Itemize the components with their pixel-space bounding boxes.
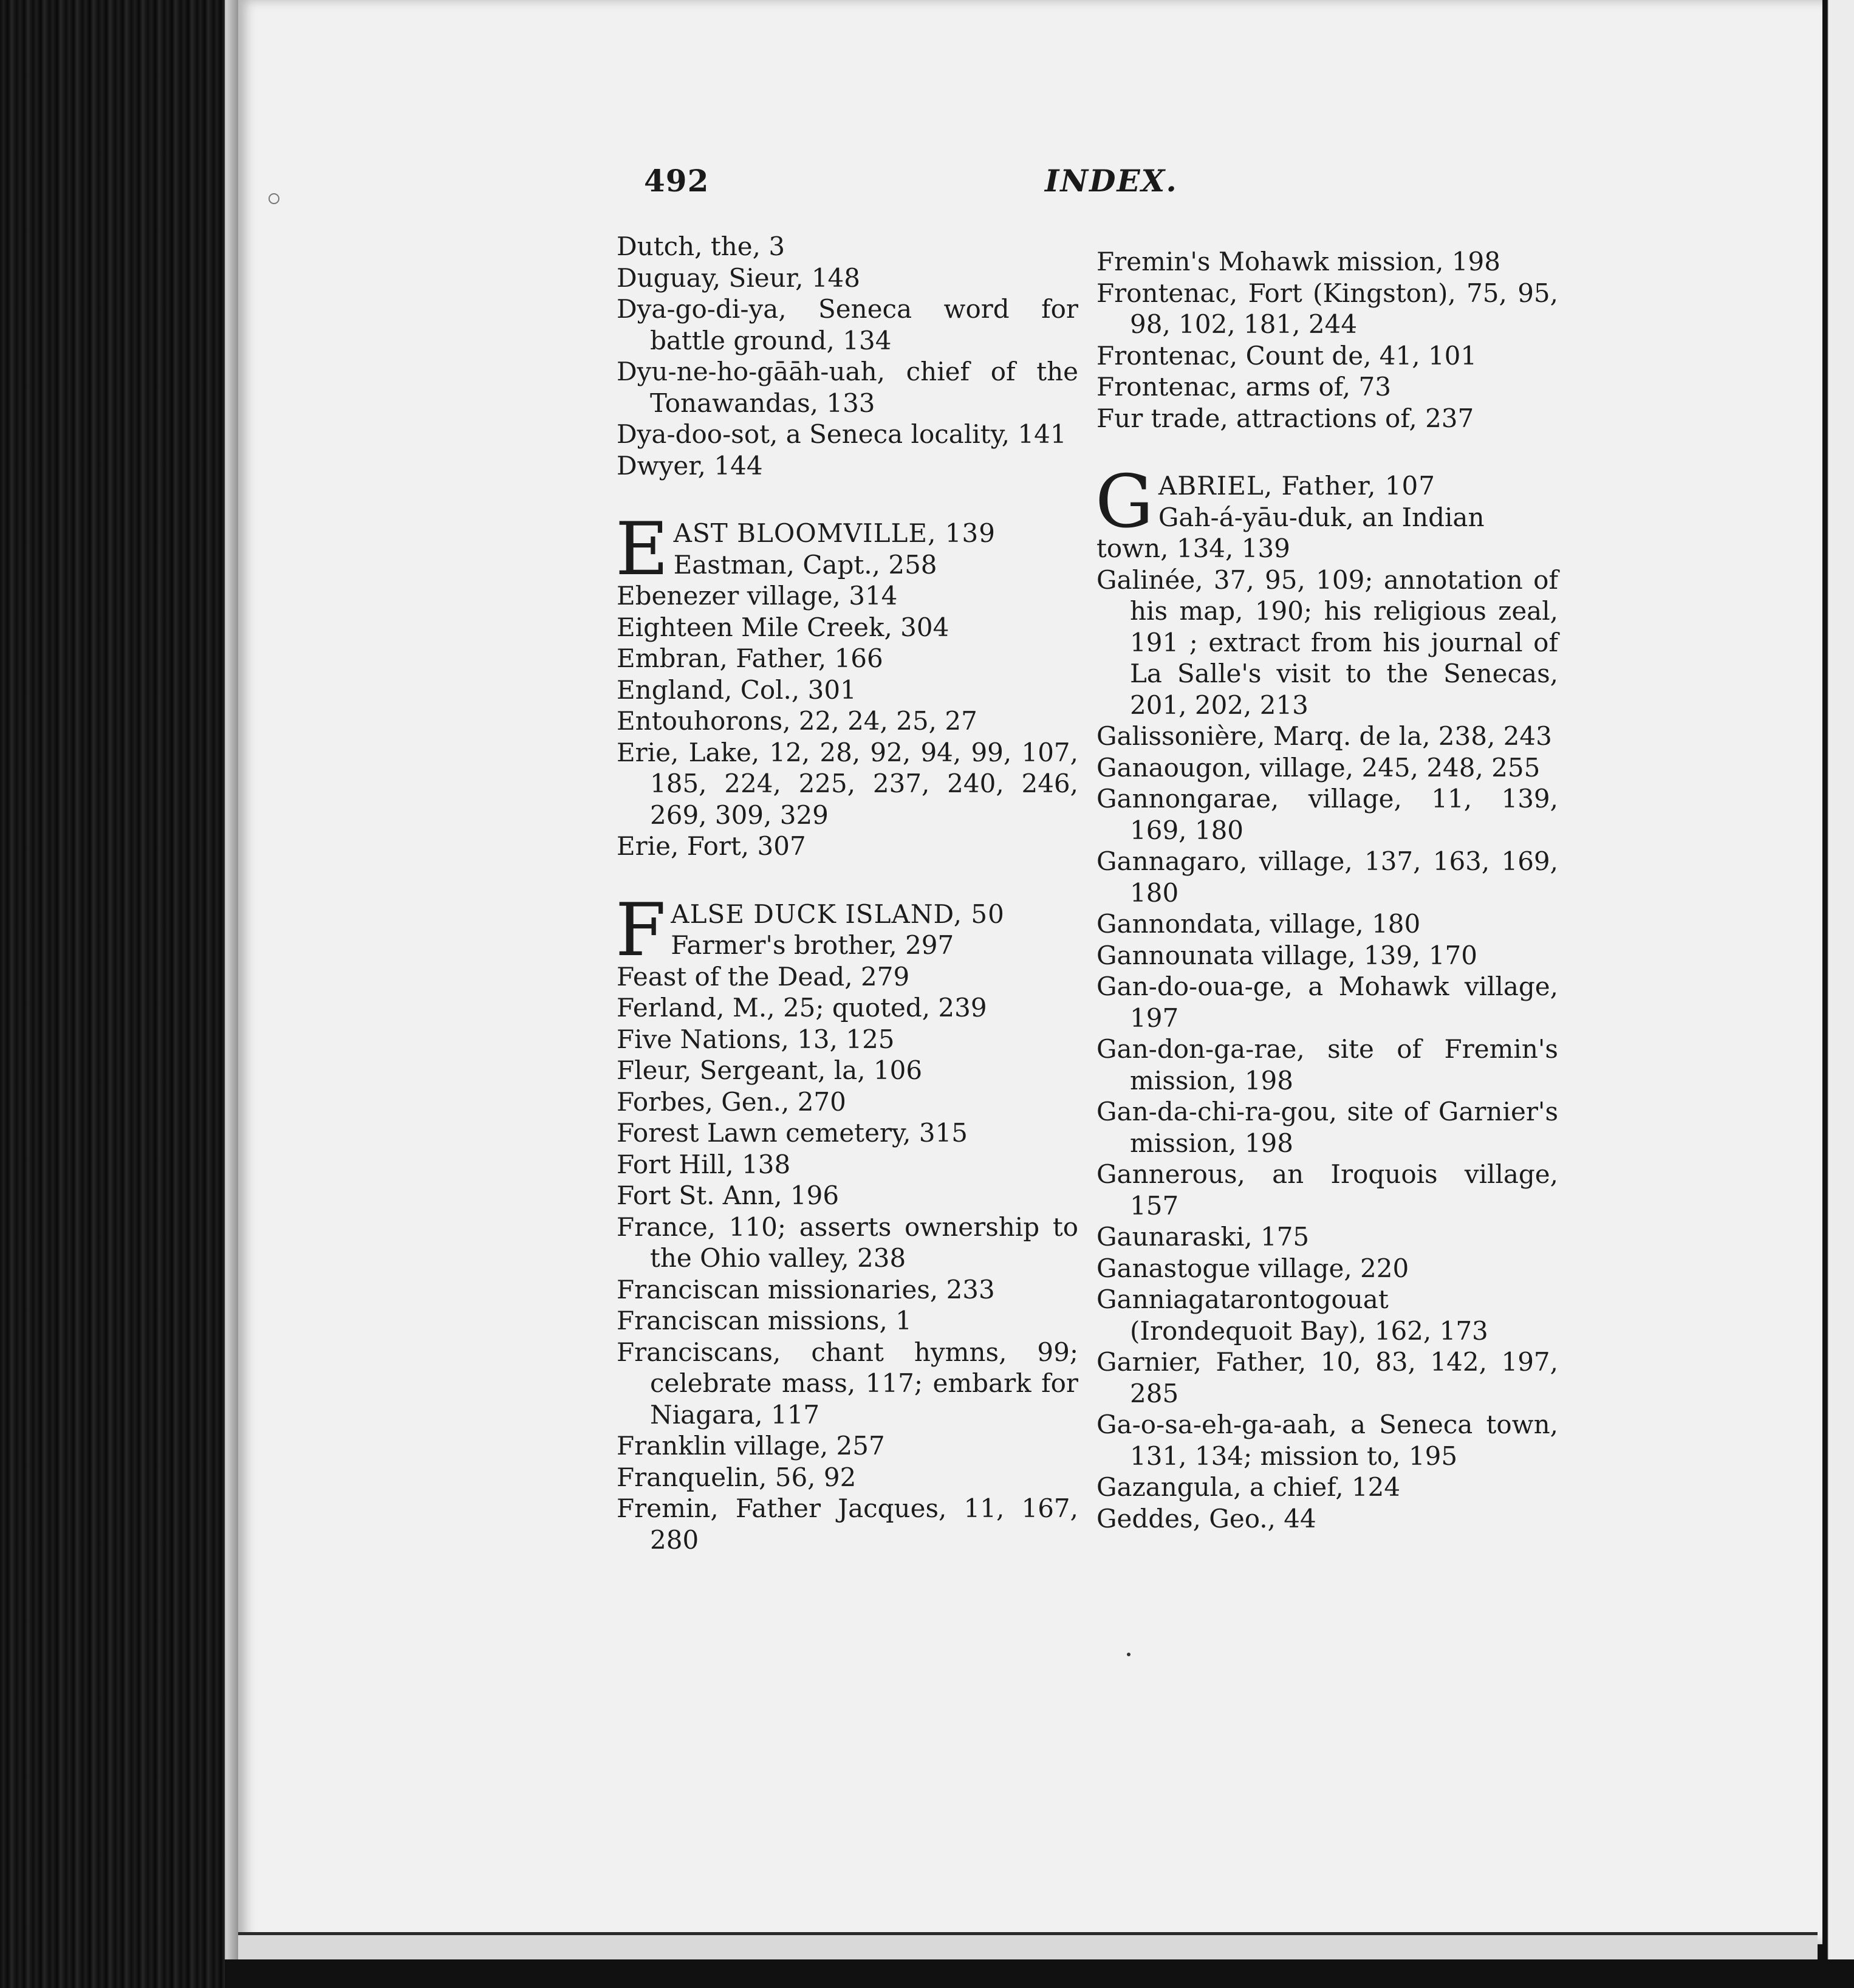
scan-bottom-frame — [0, 1959, 1854, 1988]
index-entry: Dya-go-di-ya, Seneca word for battle ground, 134 — [617, 294, 1078, 355]
index-entry: Ganniagatarontogouat (Irondequoit Bay), 162, 173 — [1096, 1284, 1488, 1346]
index-column-right — [1096, 246, 1558, 1534]
index-entry: Galissonière, Marq. de la, 238, 243 — [1096, 721, 1552, 751]
index-entry: Franklin village, 257 — [617, 1431, 885, 1461]
page-number: 492 — [644, 163, 710, 199]
entries-e-group — [617, 580, 1078, 862]
drop-cap-g: G — [1095, 460, 1154, 544]
index-entry: Franciscan missions, 1 — [617, 1306, 912, 1335]
facing-page-edge — [1822, 0, 1854, 1988]
page-bottom-edge — [238, 1932, 1818, 1963]
index-entry: Galinée, 37, 95, 109; annotation of his map, 190; his religious zeal, 191 ; extract from his journal of La Salle's visit to the Senecas, 201, 202, 213 — [1096, 564, 1558, 720]
running-head — [644, 163, 1798, 211]
index-entry: Fur trade, attractions of, 237 — [1096, 403, 1474, 433]
index-entry: Fremin, Father Jacques, 11, 167, 280 — [617, 1493, 1078, 1555]
index-entry: England, Col., 301 — [617, 674, 857, 705]
entries-g-group — [1096, 564, 1558, 1535]
section-g-sub-entry: Gah-á-yāu-duk, an Indian town, 134, 139 — [1096, 502, 1485, 563]
index-entry: Fleur, Sergeant, la, 106 — [617, 1055, 923, 1085]
index-entry: Dutch, the, 3 — [617, 231, 785, 261]
index-entry: Duguay, Sieur, 148 — [617, 262, 860, 293]
index-entry: Gaunaraski, 175 — [1096, 1222, 1310, 1252]
index-entry: France, 110; asserts ownership to the Ohio valley, 238 — [617, 1212, 1078, 1273]
index-entry: Gan-don-ga-rae, site of Fremin's mission, 198 — [1096, 1034, 1558, 1095]
index-entry: Gannondata, village, 180 — [1096, 909, 1421, 939]
index-entry: Feast of the Dead, 279 — [617, 961, 910, 992]
index-entry: Frontenac, Fort (Kingston), 75, 95, 98, 102, 181, 244 — [1096, 278, 1558, 339]
index-entry: Gan-do-oua-ge, a Mohawk village, 197 — [1096, 972, 1558, 1033]
index-entry: Entouhorons, 22, 24, 25, 27 — [617, 706, 977, 736]
index-entry: Dyu-ne-ho-gāāh-uah, chief of the Tonawandas, 133 — [617, 357, 1078, 418]
index-entry: Embran, Father, 166 — [617, 643, 883, 673]
index-entry: Dwyer, 144 — [617, 450, 763, 481]
index-entry: Ganastogue village, 220 — [1096, 1253, 1409, 1283]
entries-d-group — [617, 231, 1078, 481]
index-entry: Ferland, M., 25; quoted, 239 — [617, 993, 987, 1023]
drop-cap-f: F — [615, 888, 666, 973]
index-column-left — [617, 231, 1078, 1555]
index-entry: Fort St. Ann, 196 — [617, 1181, 840, 1210]
drop-cap-e: E — [615, 507, 669, 592]
section-f-head-text: ALSE DUCK ISLAND, 50 — [671, 899, 1005, 929]
index-entry: Garnier, Father, 10, 83, 142, 197, 285 — [1096, 1347, 1558, 1408]
index-entry: Geddes, Geo., 44 — [1096, 1503, 1316, 1534]
index-entry: Gannongarae, village, 11, 139, 169, 180 — [1096, 784, 1558, 845]
index-entry: Forest Lawn cemetery, 315 — [617, 1118, 968, 1148]
section-f-sub-entry: Farmer's brother, 297 — [671, 930, 954, 960]
section-g-head-text: ABRIEL, Father, 107 — [1158, 471, 1435, 501]
margin-circle-mark — [269, 193, 279, 204]
index-entry: Fremin's Mohawk mission, 198 — [1096, 247, 1500, 276]
entries-f-group — [617, 961, 1078, 1556]
page-title: INDEX. — [1045, 163, 1178, 199]
index-entry: Frontenac, Count de, 41, 101 — [1096, 340, 1477, 371]
index-entry: Gazangula, a chief, 124 — [1096, 1472, 1401, 1502]
index-entry: Frontenac, arms of, 73 — [1096, 372, 1391, 402]
entries-f-continued-group — [1096, 246, 1558, 434]
index-entry: Dya-doo-sot, a Seneca locality, 141 — [617, 419, 1067, 449]
index-entry: Franciscans, chant hymns, 99; celebrate mass, 117; embark for Niagara, 117 — [617, 1337, 1078, 1430]
index-entry: Forbes, Gen., 270 — [617, 1086, 846, 1117]
section-e-head-text: AST BLOOMVILLE, 139 — [673, 518, 996, 548]
section-e-head — [615, 507, 1078, 592]
index-entry: Ga-o-sa-eh-ga-aah, a Seneca town, 131, 134; mission to, 195 — [1096, 1410, 1558, 1471]
section-f-head — [615, 888, 1078, 973]
index-entry: Erie, Fort, 307 — [617, 831, 806, 861]
index-entry: Gannerous, an Iroquois village, 157 — [1096, 1159, 1558, 1221]
index-entry: Ebenezer village, 314 — [617, 581, 898, 611]
index-entry: Fort Hill, 138 — [617, 1149, 791, 1179]
index-entry: Franciscan missionaries, 233 — [617, 1274, 995, 1304]
index-entry: Ganaougon, village, 245, 248, 255 — [1096, 752, 1541, 783]
index-entry: Eighteen Mile Creek, 304 — [617, 612, 949, 642]
index-entry: Franquelin, 56, 92 — [617, 1462, 857, 1492]
index-entry: Gannounata village, 139, 170 — [1096, 940, 1477, 970]
section-g-head — [1095, 460, 1558, 564]
section-e-sub-entry: Eastman, Capt., 258 — [673, 549, 937, 580]
index-entry: Five Nations, 13, 125 — [617, 1024, 895, 1054]
index-entry: Gan-da-chi-ra-gou, site of Garnier's mission, 198 — [1096, 1097, 1558, 1158]
index-entry: Gannagaro, village, 137, 163, 169, 180 — [1096, 846, 1558, 908]
stray-dot-mark — [1127, 1653, 1131, 1656]
index-entry: Erie, Lake, 12, 28, 92, 94, 99, 107, 185, 224, 225, 237, 240, 246, 269, 309, 329 — [617, 737, 1078, 830]
